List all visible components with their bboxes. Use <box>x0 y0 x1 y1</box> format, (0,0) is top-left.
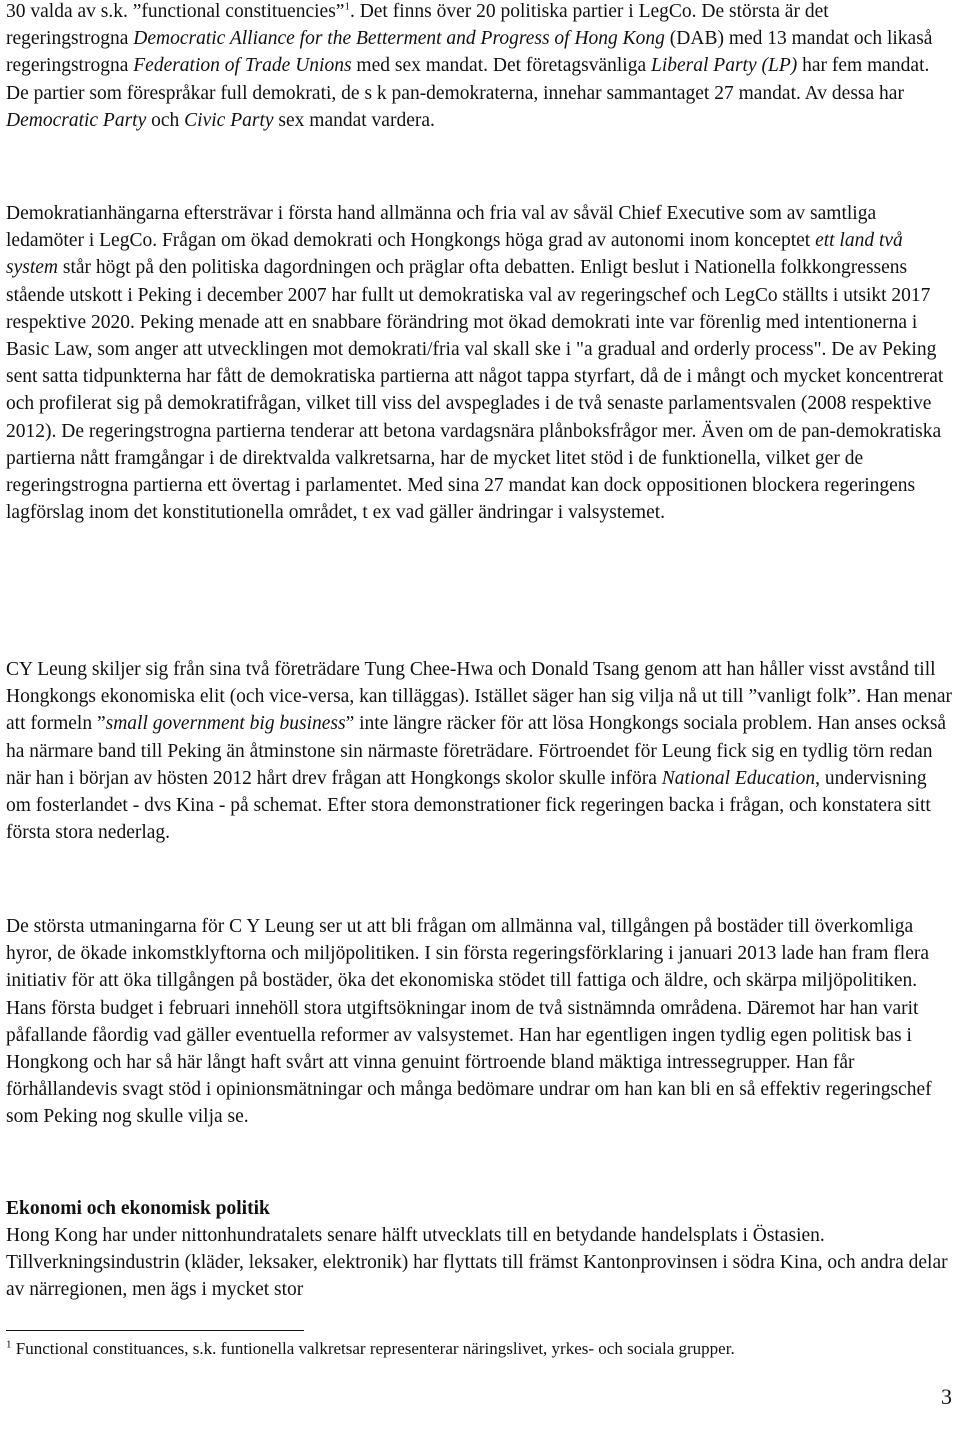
footnote-reference[interactable]: 1 <box>344 0 350 13</box>
paragraph-text: Hong Kong har under nittonhundratalets senare hälft utvecklats till en betydande handelsplats i Östasien. Tillverkningsindustrin (kläder, leksaker, elektronik) har flyttats till främst Kantonprovinsen i södra Kina, och andra delar av närregionen, men ägs i mycket stor <box>6 1225 948 1301</box>
text-run: och <box>146 109 185 131</box>
text-run: , undervisning om fosterlandet - dvs Kina - på schemat. Efter stora demonstrationer fick regeringen backa i frågan, och konstatera sitt första stora nederlag. <box>6 767 931 844</box>
footnote <box>6 1338 954 1360</box>
page-number: 3 <box>941 1384 952 1409</box>
footnote-text: Functional constituances, s.k. funtionella valkretsar representerar näringslivet, yrkes- och sociala grupper. <box>11 1339 735 1358</box>
paragraph-legco-parties <box>6 0 954 134</box>
national-education-term: National Education <box>661 767 816 789</box>
party-name-dab: Democratic Alliance for the Betterment and Progress of Hong Kong <box>133 28 665 50</box>
paragraph-democracy <box>6 200 954 526</box>
party-name-civic: Civic Party <box>184 109 274 131</box>
paragraph-challenges <box>6 913 954 1131</box>
formula-term: small government big business <box>105 713 346 735</box>
text-run: med sex mandat. Det företagsvänliga <box>351 55 651 77</box>
party-name-ftu: Federation of Trade Unions <box>133 55 352 77</box>
paragraph-text: De största utmaningarna för C Y Leung ser ut att bli frågan om allmänna val, tillgången på bostäder till överkomliga hyror, de ökade inkomstklyftorna och miljöpolitiken. I sin första regeringsförklaring i januari 2013 lade han fram flera initiativ för att öka tillgången på bostäder, öka det ekonomiska stödet till fattiga och äldre, och skärpa miljöpolitiken. Hans första budget i februari innehöll stora utgiftsökningar inom de två sistnämnda områdena. Däremot har han varit påfallande fåordig vad gäller eventuella reformer av valsystemet. Han har egentligen ingen tydlig egen politisk bas i Hongkong och har så här långt haft svårt att vinna genuint förtroende bland mäktiga intressegrupper. Han får förhållandevis svagt stöd i opinionsmätningar och många bedömare undrar om han kan bli en så effektiv regeringschef som Peking nog skulle vilja se. <box>6 916 932 1128</box>
text-run: CY Leung skiljer sig från sina två företrädare Tung Chee-Hwa och Donald Tsang genom att han håller visst avstånd till Hongkongs ekonomiska elit (och vice-versa, kan tilläggas). Istället säger han sig vilja nå ut till ”vanligt folk”. Han menar att formeln ” <box>6 659 953 735</box>
text-run: Demokratianhängarna eftersträvar i första hand allmänna och fria val av såväl Chief Executive som av samtliga ledamöter i LegCo. Frågan om ökad demokrati och Hongkongs höga grad av autonomi inom konceptet <box>6 203 877 252</box>
text-run: (DAB) med 13 mandat och likaså regeringstrogna <box>6 28 933 77</box>
party-name-lp: Liberal Party (LP) <box>651 55 798 77</box>
footnote-divider <box>6 1330 304 1331</box>
section-heading: Ekonomi och ekonomisk politik <box>6 1198 270 1219</box>
paragraph-economy <box>6 1222 954 1304</box>
text-run: . Det finns över 20 politiska partier i LegCo. De största är det regeringstrogna <box>6 1 829 50</box>
text-run: ” inte längre räcker för att lösa Hongkongs sociala problem. Han anses också ha närmare band till Peking än åtminstone sin närmaste företrädare. Förtroendet för Leung fick sig en tydlig törn redan när han i början av hösten 2012 hårt drev frågan att Hongkongs skolor skulle införa <box>6 713 947 789</box>
footnote-number: 1 <box>6 1338 12 1351</box>
text-run: står högt på den politiska dagordningen och präglar ofta debatten. Enligt beslut i Nationella folkkongressens stående utskott i Peking i december 2007 har fullt ut demokratiska val av regeringschef och LegCo ställts i utsikt 2017 respektive 2020. Peking menade att en snabbare förändring mot ökad demokrati inte var förenlig med intentionerna i Basic Law, som anger att utvecklingen mot demokrati/fria val skall ske i "a gradual and orderly process". De av Peking sent satta tidpunkterna har fått de demokratiska partierna att något tappa styrfart, då de i mångt och mycket koncentrerat och profilerat sig på demokratifrågan, vilket till viss del avspeglades i de två senaste parlamentsvalen (2008 respektive 2012). De regeringstrogna partierna tenderar att betona vardagsnära plånboksfrågor mer. Även om de pan-demokratiska partierna nått framgångar i de direktvalda valkretsarna, har de mycket litet stöd i de funktionella, vilket ger de regeringstrogna partierna ett övertag i parlamentet. Med sina 27 mandat kan dock oppositionen blockera regeringens lagförslag inom det konstitutionella området, t ex vad gäller ändringar i valsystemet. <box>6 257 944 524</box>
paragraph-cy-leung <box>6 656 954 846</box>
text-run: sex mandat vardera. <box>273 109 435 131</box>
text-run: 30 valda av s.k. ”functional constituencies” <box>6 1 345 22</box>
concept-term: ett land två system <box>6 230 903 279</box>
text-run: har fem mandat. De partier som förespråkar full demokrati, de s k pan-demokraterna, innehar sammantaget 27 mandat. Av dessa har <box>6 55 930 104</box>
party-name-democratic: Democratic Party <box>6 109 147 131</box>
